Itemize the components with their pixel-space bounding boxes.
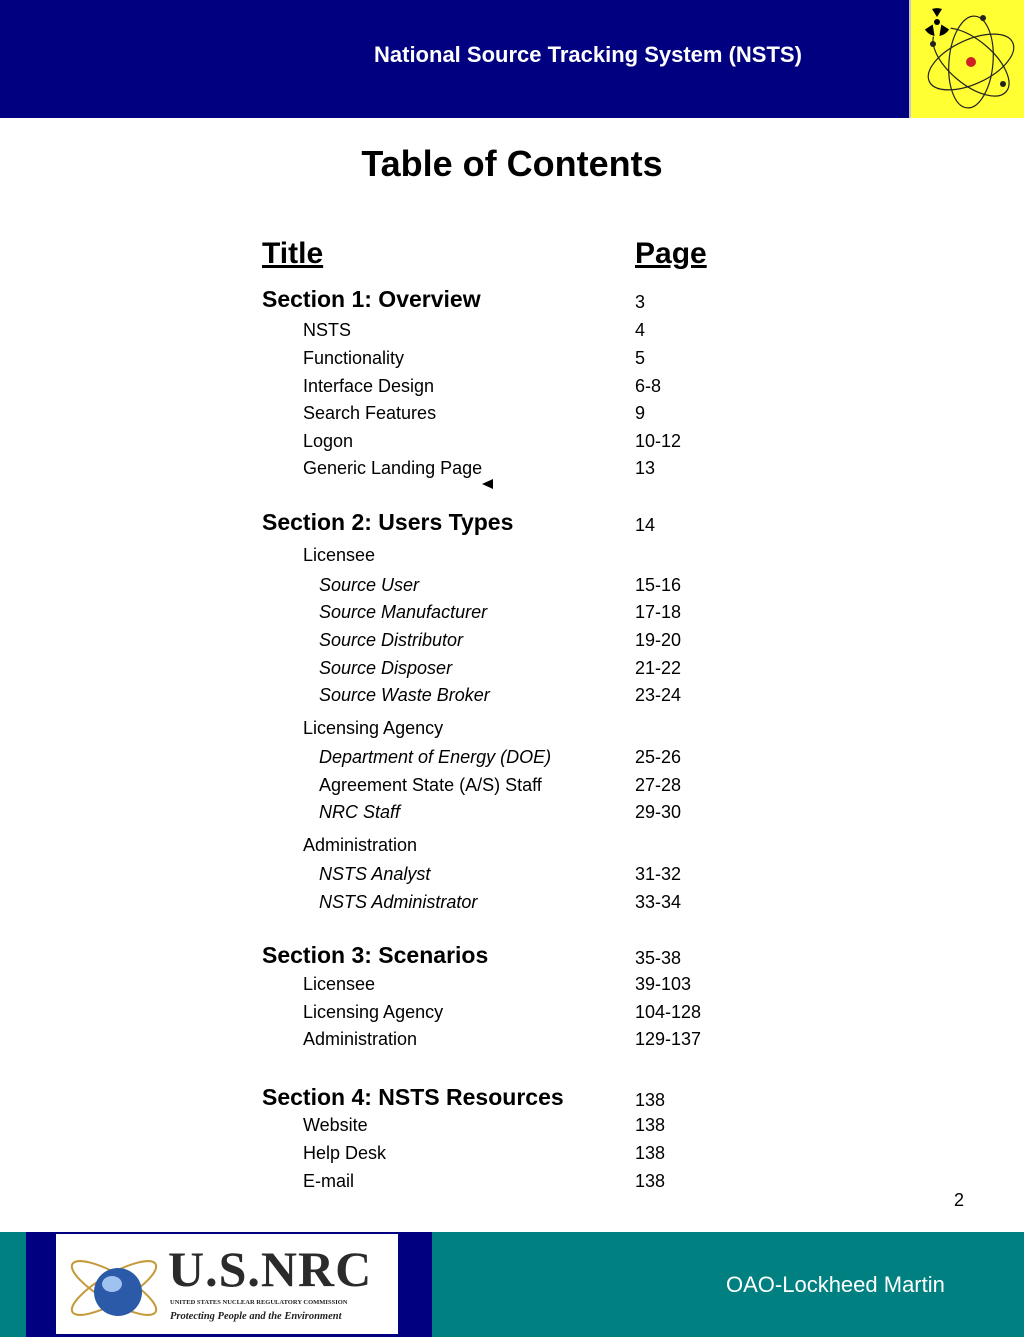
item-page: 27-28	[635, 775, 682, 795]
item-title: Source Waste Broker	[319, 685, 490, 705]
item-title: Logon	[303, 431, 354, 451]
item-page: 15-16	[635, 575, 682, 595]
item-title: Functionality	[303, 348, 405, 368]
item-title: Help Desk	[303, 1143, 387, 1163]
item-page: 104-128	[635, 1002, 702, 1022]
item-title: NSTS Analyst	[319, 864, 431, 884]
item-page: 129-137	[635, 1029, 702, 1049]
item-page: 5	[635, 348, 646, 368]
item-page: 29-30	[635, 802, 682, 822]
nrc-logo-name: U.S.NRC	[168, 1241, 373, 1297]
item-title: Agreement State (A/S) Staff	[319, 775, 542, 795]
nrc-logo-subtitle: UNITED STATES NUCLEAR REGULATORY COMMISSION	[170, 1299, 348, 1306]
item-title: NRC Staff	[319, 802, 401, 822]
item-page: 39-103	[635, 974, 692, 994]
title-column-header: Title	[262, 237, 324, 270]
item-page: 138	[635, 1115, 666, 1135]
item-page: 9	[635, 403, 646, 423]
item-page: 23-24	[635, 685, 682, 705]
item-title: Search Features	[303, 403, 437, 423]
item-title: Website	[303, 1115, 368, 1135]
section-page: 35-38	[635, 948, 682, 968]
item-page: 138	[635, 1143, 666, 1163]
item-title: Licensee	[303, 974, 376, 994]
item-title: Source Manufacturer	[319, 602, 488, 622]
section-page: 3	[635, 292, 646, 312]
nrc-logo	[56, 1234, 398, 1334]
item-page: 6-8	[635, 376, 662, 396]
section-title: Section 4: NSTS Resources	[262, 1084, 564, 1110]
section-title: Section 2: Users Types	[262, 509, 514, 535]
item-title: Source User	[319, 575, 420, 595]
section-title: Section 1: Overview	[262, 286, 481, 312]
item-page: 4	[635, 320, 646, 340]
item-page: 19-20	[635, 630, 682, 650]
page-title: Table of Contents	[361, 143, 663, 184]
header-bar	[0, 0, 1024, 118]
item-title: NSTS Administrator	[319, 892, 478, 912]
group-title: Licensee	[303, 545, 376, 565]
item-page: 10-12	[635, 431, 682, 451]
item-page: 17-18	[635, 602, 682, 622]
slide-number: 2	[954, 1190, 965, 1210]
item-title: Source Distributor	[319, 630, 464, 650]
item-title: NSTS	[303, 320, 352, 340]
section-title: Section 3: Scenarios	[262, 942, 489, 968]
item-page: 33-34	[635, 892, 682, 912]
item-page: 138	[635, 1171, 666, 1191]
section-page: 14	[635, 515, 656, 535]
item-title: Source Disposer	[319, 658, 453, 678]
header-title: National Source Tracking System (NSTS)	[374, 42, 802, 67]
nrc-logo-tagline: Protecting People and the Environment	[170, 1311, 342, 1322]
item-title: Generic Landing Page	[303, 458, 483, 478]
section-page: 138	[635, 1090, 666, 1110]
item-page: 13	[635, 458, 656, 478]
item-page: 31-32	[635, 864, 682, 884]
item-title: Interface Design	[303, 376, 435, 396]
item-title: Department of Energy (DOE)	[319, 747, 552, 767]
item-title: Administration	[303, 1029, 418, 1049]
page-column-header: Page	[635, 237, 707, 270]
mouse-pointer-icon	[482, 479, 496, 491]
item-title: E-mail	[303, 1171, 355, 1191]
group-title: Licensing Agency	[303, 718, 444, 738]
radiation-atom-icon	[909, 0, 1024, 118]
item-page: 21-22	[635, 658, 682, 678]
group-title: Administration	[303, 835, 418, 855]
footer-company: OAO-Lockheed Martin	[726, 1272, 945, 1297]
item-title: Licensing Agency	[303, 1002, 444, 1022]
item-page: 25-26	[635, 747, 682, 767]
